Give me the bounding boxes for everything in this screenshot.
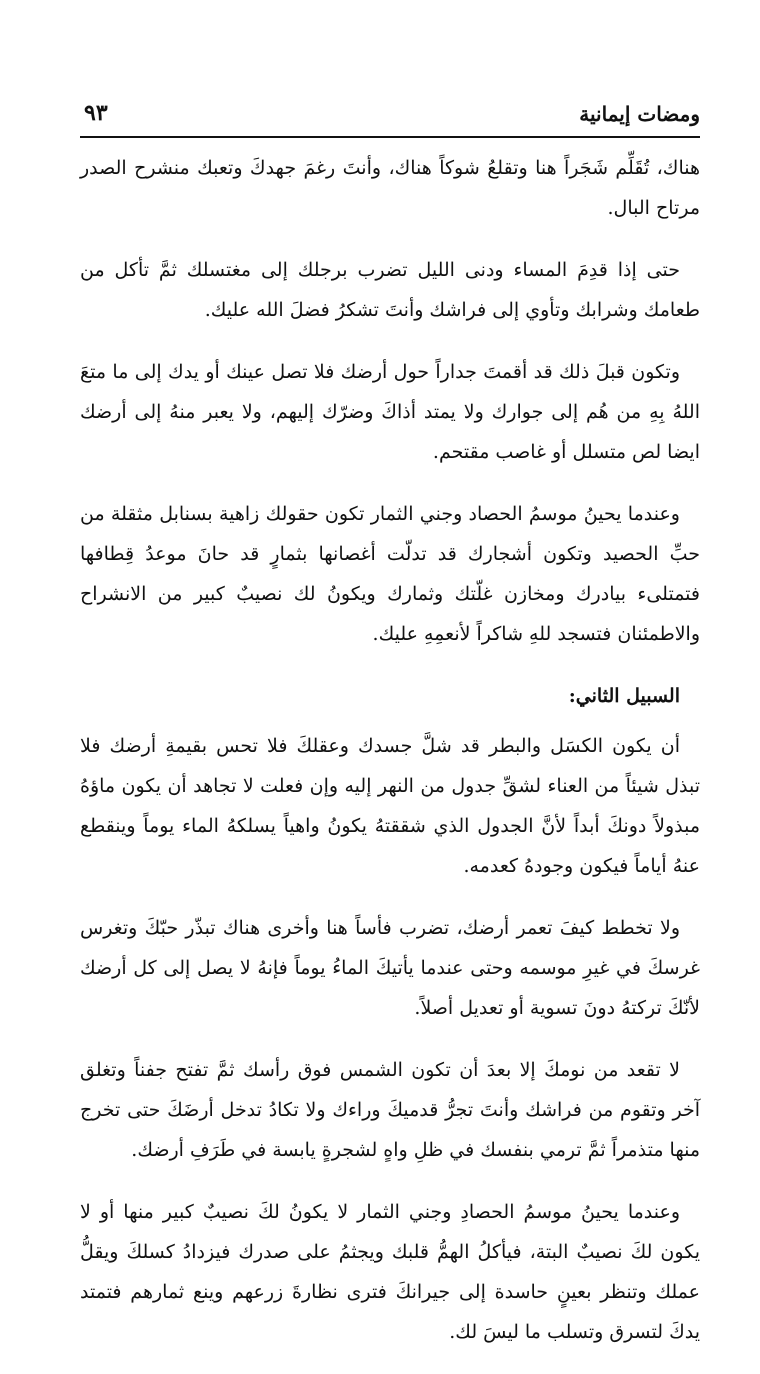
- paragraph: أن يكون الكسَل والبطر قد شلَّ جسدك وعقلكَ فلا تحس بقيمةِ أرضك فلا تبذل شيئاً من العناء لشقِّ جدول من النهر إليه وإن فعلت لا تجاهد أن يكون ماؤهُ مبذولاً دونكَ أبداً لأنَّ الجدول الذي شققتهُ يكونُ واهياً يسلكهُ الماء يوماً وينقطع عنهُ أياماً فيكون وجودهُ كعدمه.: [80, 735, 700, 877]
- page-number: ٩٣: [84, 100, 108, 126]
- running-title: ومضات إيمانية: [579, 102, 700, 126]
- paragraph: لا تقعد من نومكَ إلا بعدَ أن تكون الشمس فوق رأسك ثمَّ تفتح جفناً وتغلق آخر وتقوم من فراشك وأنتَ تجرُّ قدميكَ وراءك ولا تكادُ تدخل أرضَكَ حتى تخرج منها متذمراً ثمَّ ترمي بنفسك في ظلِ واهٍ لشجرةٍ يابسة في طَرَفِ أرضك.: [80, 1059, 700, 1161]
- paragraph: ولا تخطط كيفَ تعمر أرضك، تضرب فأساً هنا وأخرى هناك تبذّر حبّكَ وتغرس غرسكَ في غيرِ موسمه وحتى عندما يأتيكَ الماءُ يوماً فإنهُ لا يصل إلى كل أرضك لأنّكَ تركتهُ دونَ تسوية أو تعديل أصلاً.: [80, 917, 700, 1019]
- paragraph: هناك، تُقَلِّم شَجَراً هنا وتقلعُ شوكاً هناك، وأنتَ رغمَ جهدكَ وتعبك منشرح الصدر مرتاح البال.: [80, 157, 700, 219]
- paragraph: حتى إذا قدِمَ المساء ودنى الليل تضرب برجلك إلى مغتسلك ثمَّ تأكل من طعامك وشرابك وتأوي إلى فراشك وأنتَ تشكرُ فضلَ الله عليك.: [80, 259, 700, 321]
- running-header: [80, 96, 700, 138]
- paragraph: وعندما يحينُ موسمُ الحصاد وجني الثمار تكون حقولك زاهية بسنابل مثقلة من حبِّ الحصيد وتكون أشجارك قد تدلّت أغصانها بثمارٍ قد حانَ موعدُ قِطافها فتمتلىء بيادرك ومخازن غلّتك وثمارك ويكونُ لك نصيبٌ كبير من الانشراح والاطمئنان فتسجد للهِ شاكراً لأنعمِهِ عليك.: [80, 503, 700, 645]
- body-text: [80, 148, 700, 1374]
- section-heading: السبيل الثاني:: [568, 685, 680, 707]
- paragraph: وتكون قبلَ ذلك قد أقمتَ جداراً حول أرضك فلا تصل عينك أو يدك إلى ما متعَ اللهُ بِهِ من هُم إلى جوارك ولا يمتد أذاكَ وضرّك إليهم، ولا يعبر منهُ إلى أرضك ايضا لص متسلل أو غاصب مقتحم.: [80, 361, 700, 463]
- paragraph: وعندما يحينُ موسمُ الحصادِ وجني الثمار لا يكونُ لكَ نصيبٌ كبير منها أو لا يكون لكَ نصيبٌ البتة، فيأكلُ الهمُّ قلبك ويجثمُ على صدرك فيزدادُ كسلكَ ويقلُّ عملك وتنظر بعينٍ حاسدة إلى جيرانكَ فترى نظارةَ زرعهم وينع ثمارهم فتمتد يدكَ لتسرق وتسلب ما ليسَ لك.: [80, 1201, 700, 1343]
